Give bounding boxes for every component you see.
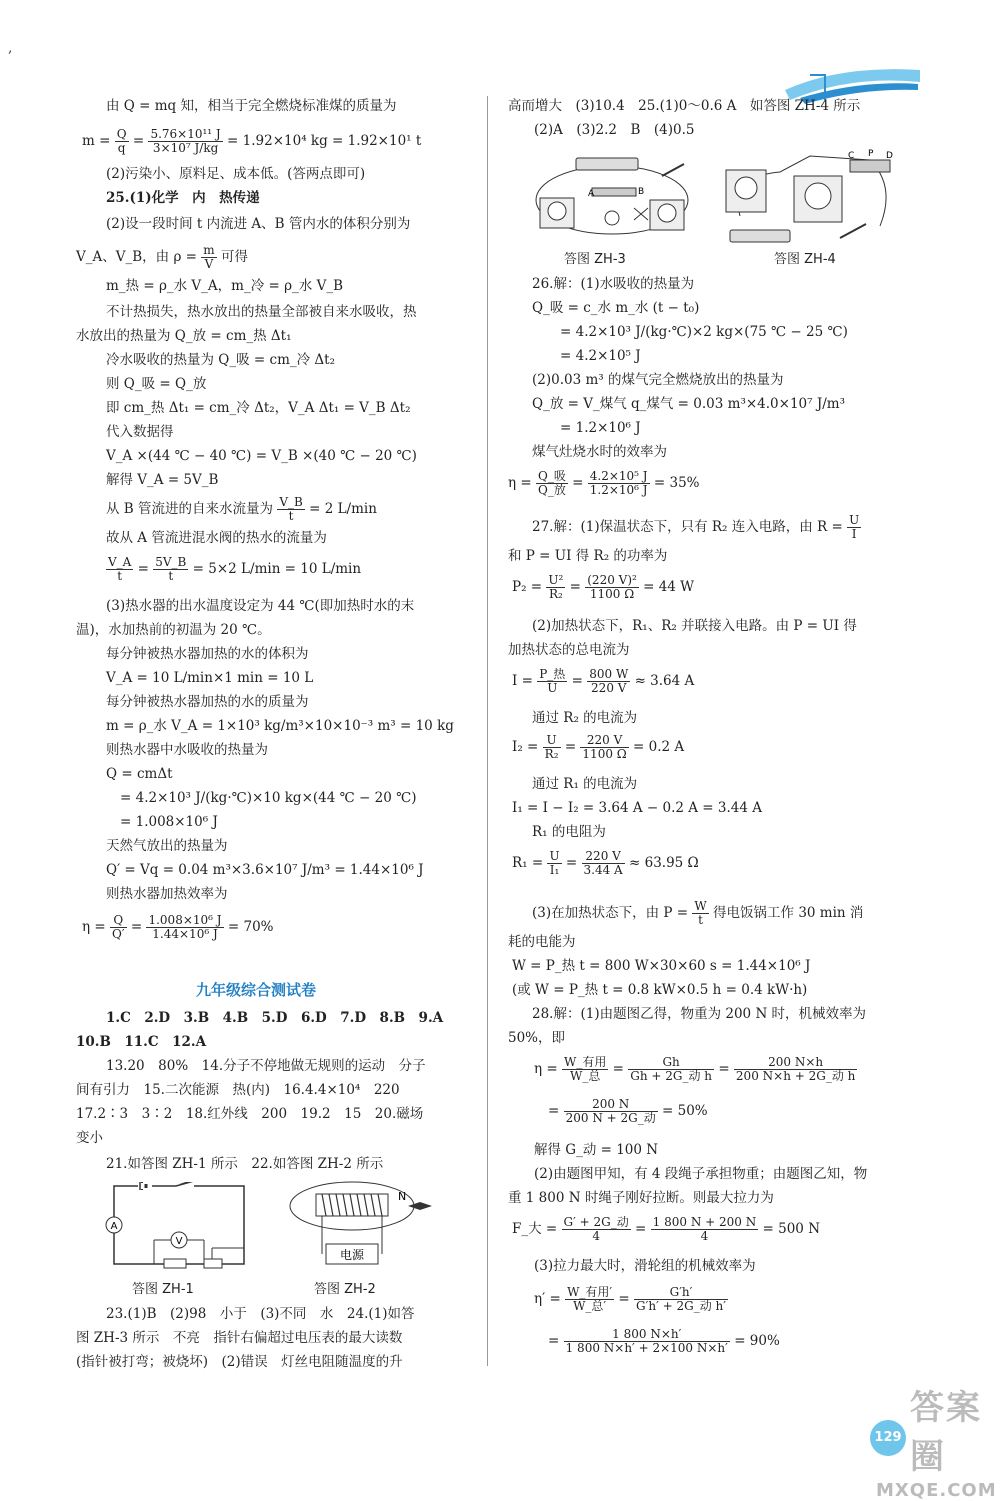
text-line: m = ρ_水 V_A = 1×10³ kg/m³×10×10⁻³ m³ = 10 kg (106, 718, 454, 734)
answer-line: 17.2∶3 3∶2 18.红外线 200 19.2 15 20.磁场 (76, 1106, 424, 1122)
text-line: m_热 = ρ_水 V_A，m_冷 = ρ_水 V_B (106, 278, 344, 294)
text-line: 煤气灶烧水时的效率为 (532, 444, 667, 460)
text-line: (3)热水器的出水温度设定为 44 ℃(即加热时水的末 (106, 598, 415, 614)
formula-line: m = $\frac{Q}{q}$ = $\frac{\text{5.76×10¹¹ J}}{\text{3×10⁷ J/kg}}$ = 1.92×10⁴ kg = 1.92×10¹ t (82, 127, 422, 155)
answer-line: (指针被打弯；被烧坏) (2)错误 灯丝电阻随温度的升 (76, 1354, 403, 1370)
page-number: 129 (870, 1420, 906, 1456)
text-line: Q = cmΔt (106, 766, 173, 782)
formula-line: I₂ = $\frac{U}{\text{R₂}}$ = $\frac{220 V}{1100 \Omega}$ = 0.2 A (512, 733, 685, 761)
formula-line: (3)在加热状态下，由 P = $\frac{W}{t}$ 得电饭锅工作 30 min 消 (532, 899, 864, 927)
svg-text:A: A (588, 189, 595, 199)
text-line: (3)拉力最大时，滑轮组的机械效率为 (534, 1258, 756, 1274)
text-line: 和 P = UI 得 R₂ 的功率为 (508, 548, 668, 564)
circuit-photo-zh3 (532, 148, 702, 258)
text-line: 通过 R₂ 的电流为 (532, 710, 638, 726)
text-line: (2)污染小、原料足、成本低。(答两点即可) (106, 166, 366, 182)
text-line: 加热状态的总电流为 (508, 642, 630, 658)
answer-line: 高而增大 (3)10.4 25.(1)0～0.6 A 如答图 ZH-4 所示 (508, 98, 861, 114)
svg-text:P: P (868, 149, 874, 159)
text-line: (2)加热状态下，R₁、R₂ 并联接入电路。由 P = UI 得 (532, 618, 857, 634)
text-line: 温)，水加热前的初温为 20 ℃。 (76, 622, 271, 638)
svg-text:C: C (848, 151, 855, 161)
figure-caption: 答图 ZH-4 (774, 252, 836, 267)
text-line: V_A = 10 L/min×1 min = 10 L (106, 670, 314, 686)
text-line: = 4.2×10⁵ J (560, 348, 641, 364)
corner-mark: , (8, 40, 13, 56)
answer-line: 图 ZH-3 所示 不亮 指针右偏超过电压表的最大读数 (76, 1330, 403, 1346)
watermark: 答案圈 MXQE.COM (876, 1388, 997, 1501)
answer-line: 13.20 80% 14.分子不停地做无规则的运动 分子 (106, 1058, 426, 1074)
text-line: 代入数据得 (106, 424, 174, 440)
svg-text:N: N (398, 1190, 407, 1203)
formula-line: = $\frac{200 N}{\text{200 N + 2G\_动}}$ = 50% (548, 1097, 708, 1125)
answer-line: 1.C 2.D 3.B 4.B 5.D 6.D 7.D 8.B 9.A (106, 1010, 444, 1026)
text-line: 50%，即 (508, 1030, 566, 1046)
formula-line: η = $\frac{\text{Q\_吸}}{\text{Q\_放}}$ = $\frac{\text{4.2×10⁵ J}}{\text{1.2×10⁶ J}}$ = 35% (508, 469, 700, 497)
formula-line: 从 B 管流进的自来水流量为 $\frac{V\_B}{t}$ = 2 L/min (106, 495, 377, 523)
text-line: W = P_热 t = 800 W×30×60 s = 1.44×10⁶ J (512, 958, 811, 974)
answer-line: 变小 (76, 1130, 103, 1146)
text-line: = 4.2×10³ J/(kg·℃)×2 kg×(75 ℃ − 25 ℃) (560, 324, 848, 340)
formula-line: R₁ = $\frac{U}{\text{I₁}}$ = $\frac{220 V}{3.44 A}$ ≈ 63.95 Ω (512, 849, 699, 877)
text-line: = 1.008×10⁶ J (120, 814, 218, 830)
figure-caption: 答图 ZH-2 (314, 1282, 376, 1297)
figure-caption: 答图 ZH-1 (132, 1282, 194, 1297)
svg-text:A: A (110, 1221, 118, 1232)
text-line: 28.解：(1)由题图乙得，物重为 200 N 时，机械效率为 (532, 1006, 867, 1022)
formula-line: F_大 = $\frac{\text{G′ + 2G\_动}}{4}$ = $\frac{1 800 N + 200 N}{4}$ = 500 N (512, 1215, 821, 1243)
text-line: 重 1 800 N 时绳子刚好拉断。则最大拉力为 (508, 1190, 774, 1206)
answer-line: (2)A (3)2.2 B (4)0.5 (534, 122, 695, 138)
answer-line: 21.如答图 ZH-1 所示 22.如答图 ZH-2 所示 (106, 1156, 384, 1172)
text-line: (或 W = P_热 t = 0.8 kW×0.5 h = 0.4 kW·h) (512, 982, 808, 998)
text-line: 则 Q_吸 = Q_放 (106, 376, 207, 392)
text-line: 每分钟被热水器加热的水的体积为 (106, 646, 309, 662)
answer-line: 23.(1)B (2)98 小于 (3)不同 水 24.(1)如答 (106, 1306, 415, 1322)
text-line: 冷水吸收的热量为 Q_吸 = cm_冷 Δt₂ (106, 352, 335, 368)
text-line: = 1.2×10⁶ J (560, 420, 641, 436)
section-heading: 九年级综合测试卷 (196, 981, 317, 999)
formula-line: η = $\frac{\text{W\_有用}}{\text{W\_总}}$ = $\frac{Gh}{\text{Gh + 2G\_动 h}}$ = $\frac{200 N\times h}{\text{200 N×h + 2G\_动 h}}$ (534, 1055, 856, 1083)
text-line: Q′ = Vq = 0.04 m³×3.6×10⁷ J/m³ = 1.44×10⁶ J (106, 862, 424, 878)
circuit-diagram-zh1 (104, 1182, 254, 1274)
figure-caption: 答图 ZH-3 (564, 252, 626, 267)
formula-line: η = $\frac{Q}{Q'}$ = $\frac{\text{1.008×10⁶ J}}{\text{1.44×10⁶ J}}$ = 70% (82, 913, 274, 941)
text-line: 由 Q = mq 知，相当于完全燃烧标准煤的质量为 (106, 98, 397, 114)
text-line: 不计热损失，热水放出的热量全部被自来水吸收，热 (106, 304, 417, 320)
text-line: 天然气放出的热量为 (106, 838, 228, 854)
text-line: 水放出的热量为 Q_放 = cm_热 Δt₁ (76, 328, 292, 344)
text-line: 解得 G_动 = 100 N (534, 1142, 659, 1158)
formula-line: P₂ = $\frac{\text{U²}}{\text{R₂}}$ = $\frac{\text{(220 V)²}}{1100 \Omega}$ = 44 W (512, 573, 695, 601)
answer-line: 10.B 11.C 12.A (76, 1034, 207, 1050)
text-line: Q_吸 = c_水 m_水 (t − t₀) (532, 300, 700, 316)
text-line: 故从 A 管流进混水阀的热水的流量为 (106, 530, 327, 546)
text-line: (2)由题图甲知，有 4 段绳子承担物重；由题图乙知，物 (534, 1166, 868, 1182)
text-line: I₁ = I − I₂ = 3.64 A − 0.2 A = 3.44 A (512, 800, 763, 816)
formula-line: I = $\frac{\text{P\_热}}{U}$ = $\frac{800 W}{220 V}$ ≈ 3.64 A (512, 667, 695, 695)
text-line: Q_放 = V_煤气 q_煤气 = 0.03 m³×4.0×10⁷ J/m³ (532, 396, 845, 412)
formula-line: $\frac{V\_A}{t}$ = $\frac{5V\_B}{t}$ = 5×2 L/min = 10 L/min (108, 555, 362, 583)
text-line: (2)设一段时间 t 内流进 A、B 管内水的体积分别为 (106, 216, 411, 232)
text-line: 每分钟被热水器加热的水的质量为 (106, 694, 309, 710)
answer-line: 间有引力 15.二次能源 热(内) 16.4.4×10⁴ 220 (76, 1082, 400, 1098)
electromagnet-diagram-zh2 (282, 1178, 452, 1278)
text-line: 则热水器加热效率为 (106, 886, 228, 902)
column-divider (487, 96, 488, 1366)
svg-text:电源: 电源 (339, 1248, 365, 1262)
text-line: (2)0.03 m³ 的煤气完全燃烧放出的热量为 (532, 372, 784, 388)
formula-line: 27.解：(1)保温状态下，只有 R₂ 连入电路，由 R = $\frac{U}{I}$ (532, 513, 860, 541)
text-line: = 4.2×10³ J/(kg·℃)×10 kg×(44 ℃ − 20 ℃) (120, 790, 417, 806)
text-line: 则热水器中水吸收的热量为 (106, 742, 268, 758)
text-line: V_A ×(44 ℃ − 40 ℃) = V_B ×(40 ℃ − 20 ℃) (106, 448, 417, 464)
text-line: 耗的电能为 (508, 934, 576, 950)
text-line: 即 cm_热 Δt₁ = cm_冷 Δt₂，V_A Δt₁ = V_B Δt₂ (106, 400, 411, 416)
text-line: 解得 V_A = 5V_B (106, 472, 219, 488)
svg-text:B: B (638, 187, 645, 197)
text-line: 26.解：(1)水吸收的热量为 (532, 276, 695, 292)
formula-line: V_A、V_B，由 ρ = $\frac{m}{V}$ 可得 (76, 243, 248, 271)
text-line: 通过 R₁ 的电流为 (532, 776, 638, 792)
formula-line: η′ = $\frac{\text{W\_有用′}}{\text{W\_总′}}$ = $\frac{G'h'}{\text{G′h′ + 2G\_动 h′}}$ (534, 1285, 726, 1313)
formula-line: = $\frac{1 800 N\times h'}{1 800 N\times h' + 2\times 100 N\times h'}$ = 90% (548, 1327, 780, 1355)
circuit-photo-zh4 (720, 146, 900, 258)
svg-text:V: V (175, 1236, 183, 1247)
text-line: 25.(1)化学 内 热传递 (106, 190, 260, 206)
text-line: R₁ 的电阻为 (532, 824, 606, 840)
svg-text:D: D (886, 151, 893, 161)
